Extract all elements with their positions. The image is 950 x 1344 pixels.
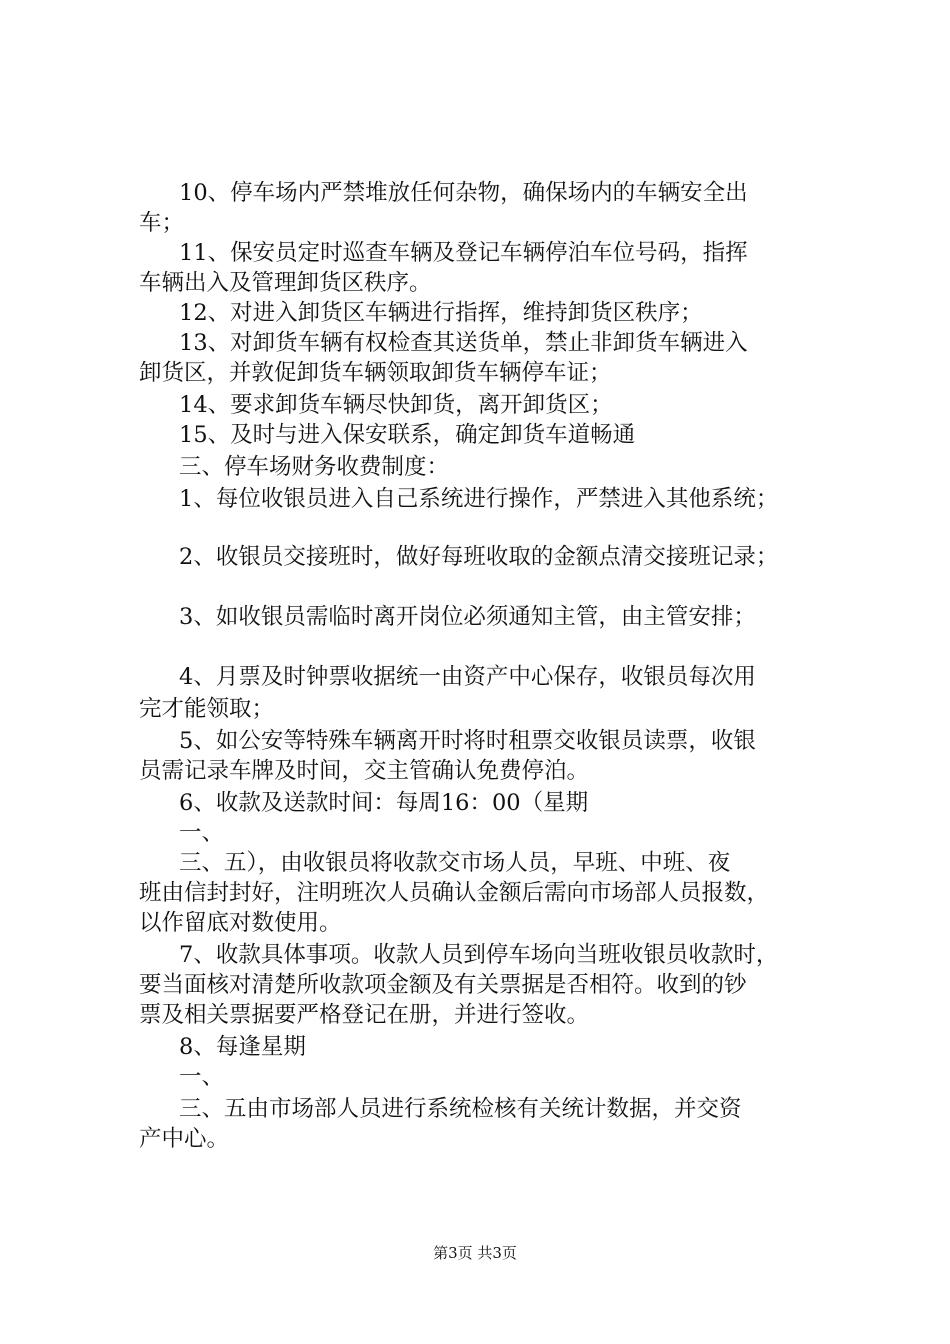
- text-line: 三、五由市场部人员进行系统检核有关统计数据，并交资: [179, 1096, 742, 1122]
- text-line: 班由信封封好，注明班次人员确认金额后需向市场部人员报数，: [139, 880, 770, 906]
- text-line: 要当面核对清楚所收款项金额及有关票据是否相符。收到的钞: [139, 972, 747, 998]
- text-line: 7、收款具体事项。收款人员到停车场向当班收银员收款时，: [179, 942, 779, 968]
- text-line: 卸货区，并敦促卸货车辆领取卸货车辆停车证；: [139, 360, 612, 386]
- text-line: 票及相关票据要严格登记在册，并进行签收。: [139, 1002, 590, 1028]
- text-line: 2、收银员交接班时，做好每班收取的金额点清交接班记录；: [179, 544, 779, 570]
- section-heading: 三、停车场财务收费制度：: [179, 454, 450, 480]
- text-line: 13、对卸货车辆有权检查其送货单，禁止非卸货车辆进入: [179, 330, 748, 356]
- text-line: 车辆出入及管理卸货区秩序。: [139, 270, 432, 296]
- text-line: 车；: [139, 210, 185, 236]
- text-line: 10、停车场内严禁堆放任何杂物，确保场内的车辆安全出: [179, 180, 748, 206]
- text-line: 4、月票及时钟票收据统一由资产中心保存，收银员每次用: [179, 664, 756, 690]
- text-line: 8、每逢星期: [179, 1034, 306, 1060]
- text-line: 完才能领取；: [139, 696, 275, 722]
- text-line: 一、: [179, 820, 225, 846]
- text-line: 6、收款及送款时间：每周16：00（星期: [179, 790, 589, 816]
- text-line: 以作留底对数使用。: [139, 910, 342, 936]
- text-line: 14、要求卸货车辆尽快卸货，离开卸货区；: [179, 392, 613, 418]
- text-line: 产中心。: [139, 1126, 230, 1152]
- text-line: 3、如收银员需临时离开岗位必须通知主管，由主管安排；: [179, 604, 756, 630]
- text-line: 11、保安员定时巡查车辆及登记车辆停泊车位号码，指挥: [179, 240, 748, 266]
- text-line: 员需记录车牌及时间，交主管确认免费停泊。: [139, 758, 590, 784]
- text-line: 一、: [179, 1064, 225, 1090]
- text-line: 12、对进入卸货区车辆进行指挥，维持卸货区秩序；: [179, 300, 703, 326]
- text-line: 三、五），由收银员将收款交市场人员，早班、中班、夜: [179, 850, 731, 876]
- text-line: 1、每位收银员进入自己系统进行操作，严禁进入其他系统；: [179, 486, 779, 512]
- page-number-footer: 第3页 共3页: [433, 1244, 517, 1262]
- text-line: 5、如公安等特殊车辆离开时将时租票交收银员读票，收银: [179, 728, 756, 754]
- text-line: 15、及时与进入保安联系，确定卸货车道畅通: [179, 422, 636, 448]
